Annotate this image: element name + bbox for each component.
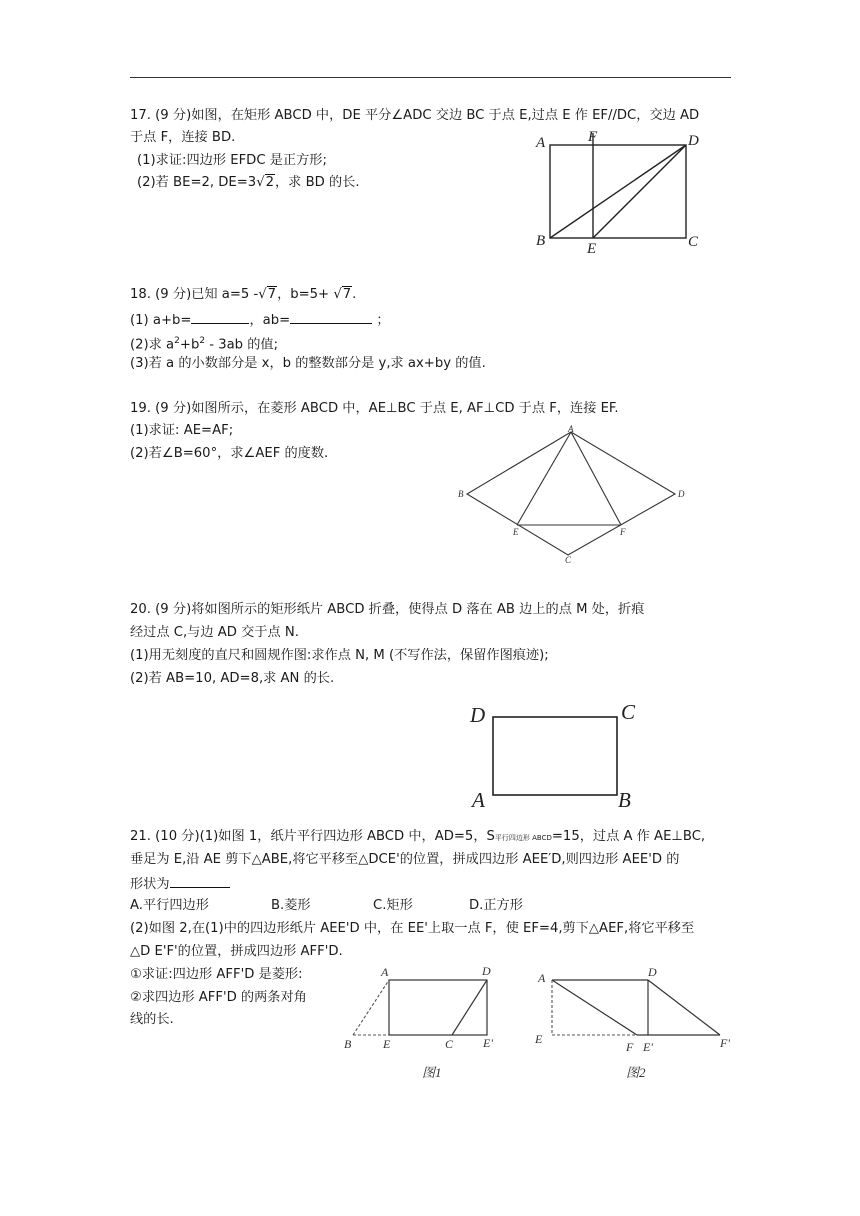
fig2-label-d: D (648, 965, 657, 979)
q20-label-c: C (621, 700, 636, 724)
q19-label-a: A (568, 424, 574, 434)
q20-label-a: A (472, 788, 485, 812)
answer-blank-ab[interactable] (290, 309, 372, 324)
q17-line1: 17. (9 分)如图，在矩形 ABCD 中，DE 平分∠ADC 交边 BC 于点 E,过点 E 作 EF//DC，交边 AD (130, 108, 700, 123)
q21-line3: 形状为 (130, 873, 230, 895)
q17-part1: (1)求证:四边形 EFDC 是正方形; (137, 153, 327, 168)
q17-label-b: B (536, 233, 546, 249)
q20-line2: 经过点 C,与边 AD 交于点 N. (130, 625, 299, 640)
q19-label-c: C (565, 555, 572, 565)
fig1-caption: 图1 (422, 1065, 442, 1080)
q20-part1: (1)用无刻度的直尺和圆规作图:求作点 N, M (不写作法，保留作图痕迹); (130, 648, 549, 663)
q18-part3: (3)若 a 的小数部分是 x，b 的整数部分是 y,求 ax+by 的值. (130, 356, 486, 371)
q21-option-a: A.平行四边形 (130, 898, 209, 913)
fig2-label-e-prime: E' (643, 1040, 653, 1054)
q21-line1: 21. (10 分)(1)如图 1，纸片平行四边形 ABCD 中，AD=5，S平行四边形 ABCD=15，过点 A 作 AE⊥BC, (130, 829, 706, 844)
q21-sub2a: ②求四边形 AFF'D 的两条对角 (130, 990, 307, 1005)
fig1-label-e: E (383, 1037, 391, 1051)
q18-part1: (1) a+b= ，ab= ； (130, 309, 390, 331)
q20-part2: (2)若 AB=10, AD=8,求 AN 的长. (130, 671, 335, 686)
fig1-label-a: A (381, 965, 389, 979)
q20-line1: 20. (9 分)将如图所示的矩形纸片 ABCD 折叠，使得点 D 落在 AB 边上的点 M 处，折痕 (130, 602, 645, 617)
fig1-label-e-prime: E' (483, 1036, 493, 1050)
q19-figure (455, 424, 695, 569)
fig1-label-d: D (482, 964, 491, 978)
answer-blank-shape[interactable] (170, 873, 230, 888)
q19-label-d: D (678, 489, 685, 499)
q17-label-a: A (536, 135, 546, 151)
q19-label-f: F (620, 527, 626, 537)
q18-part2: (2)求 $a^2+b^2 - 3ab$ 的值; (130, 336, 279, 353)
q21-sub1: ①求证:四边形 AFF'D 是菱形: (130, 967, 303, 982)
fig2-caption: 图2 (626, 1065, 646, 1080)
answer-blank-a-plus-b[interactable] (191, 309, 249, 324)
q21-figure-2 (530, 963, 740, 1083)
q21-sub2b: 线的长. (130, 1012, 174, 1027)
q21-line4: (2)如图 2,在(1)中的四边形纸片 AEE'D 中，在 EE'上取一点 F，使 EF=4,剪下△AEF,将它平移至 (130, 921, 695, 936)
q17-label-e: E (587, 241, 597, 257)
fig2-label-f: F (626, 1040, 634, 1054)
q17-label-c: C (688, 234, 699, 250)
q17-line2: 于点 F，连接 BD. (130, 130, 236, 145)
fig1-label-b: B (344, 1037, 352, 1051)
q19-label-b: B (458, 489, 464, 499)
fig2-label-f-prime: F' (720, 1036, 730, 1050)
q17-part2: (2)若 BE=2, DE=3√2，求 BD 的长. (137, 175, 360, 190)
q20-label-b: B (618, 788, 631, 812)
q17-label-d: D (688, 133, 699, 149)
q20-label-d: D (470, 703, 486, 727)
q21-option-d: D.正方形 (469, 898, 523, 913)
q19-line1: 19. (9 分)如图所示，在菱形 ABCD 中，AE⊥BC 于点 E, AF⊥CD 于点 F，连接 EF. (130, 401, 619, 416)
q21-figure-1 (340, 963, 510, 1083)
q19-label-e: E (513, 527, 519, 537)
fig1-label-c: C (445, 1037, 454, 1051)
q19-part2: (2)若∠B=60°，求∠AEF 的度数. (130, 446, 329, 461)
q18-line1: 18. (9 分)已知 a=5 -√7，b=5+ √7. (130, 287, 357, 302)
q21-line2: 垂足为 E,沿 AE 剪下△ABE,将它平移至△DCE'的位置，拼成四边形 AEE′D,则四边形 AEE'D 的 (130, 852, 680, 867)
fig2-label-a: A (538, 971, 546, 985)
q17-figure (530, 125, 710, 260)
q19-part1: (1)求证: AE=AF; (130, 423, 234, 438)
q20-figure (468, 700, 648, 812)
q17-label-f: F (588, 129, 598, 145)
q21-option-c: C.矩形 (373, 898, 413, 913)
q21-option-b: B.菱形 (271, 898, 311, 913)
fig2-label-e: E (535, 1032, 543, 1046)
q21-line5: △D E'F'的位置，拼成四边形 AFF'D. (130, 944, 343, 959)
top-rule (130, 77, 731, 78)
